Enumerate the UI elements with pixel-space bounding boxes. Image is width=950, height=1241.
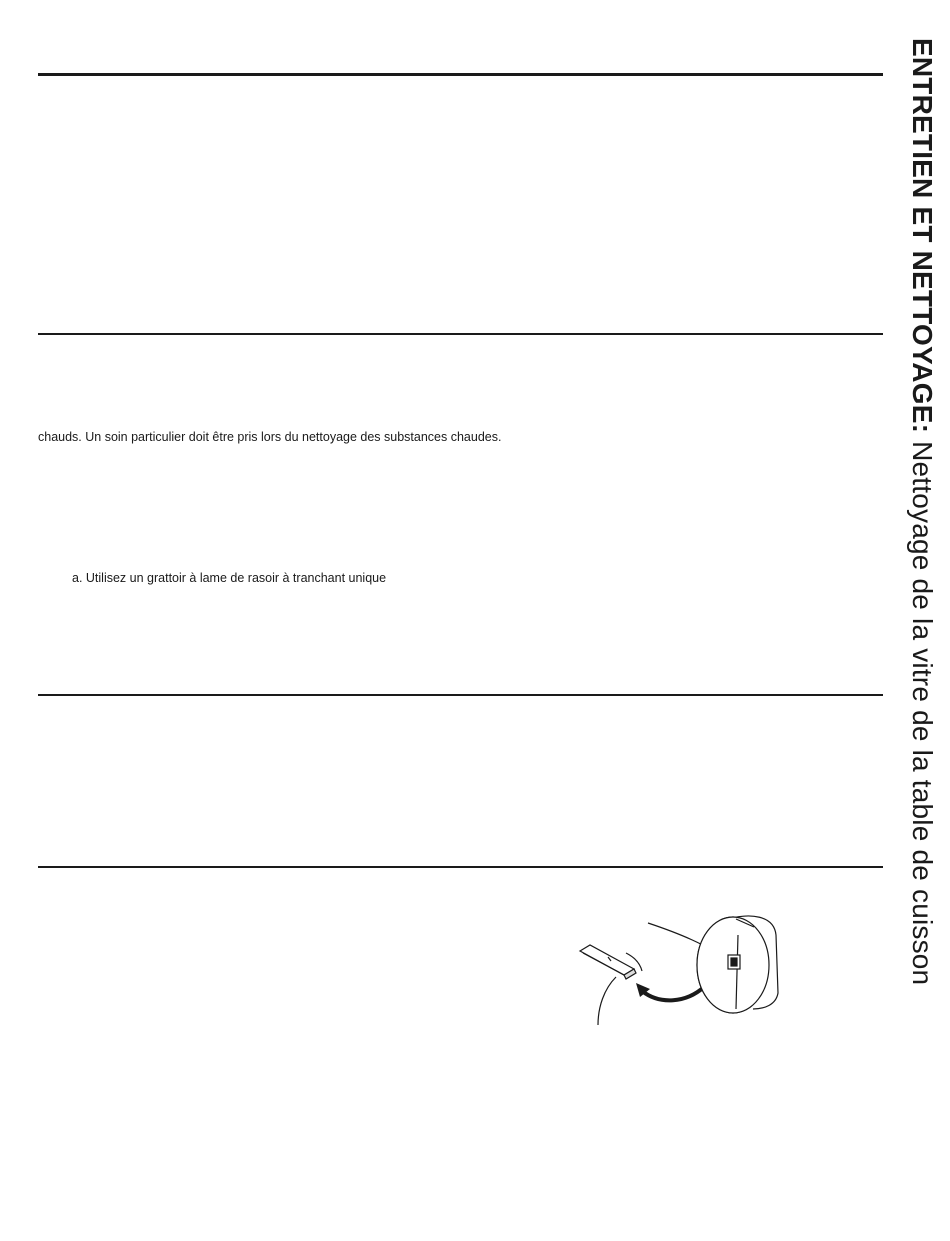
section-divider-2	[38, 333, 883, 335]
section-divider-3	[38, 694, 883, 696]
body-text-hot-substances: chauds. Un soin particulier doit être pris lors du nettoyage des substances chaudes.	[38, 430, 502, 444]
section-divider-1	[38, 73, 883, 76]
side-title-bold: ENTRETIEN ET NETTOYAGE:	[907, 38, 938, 434]
instruction-step-a: a. Utilisez un grattoir à lame de rasoir à tranchant unique	[72, 571, 387, 585]
scraper-blade-illustration	[578, 905, 788, 1035]
side-title-light: Nettoyage de la vitre de la table de cuisson	[907, 433, 938, 986]
section-divider-4	[38, 866, 883, 868]
side-section-title	[902, 38, 942, 985]
